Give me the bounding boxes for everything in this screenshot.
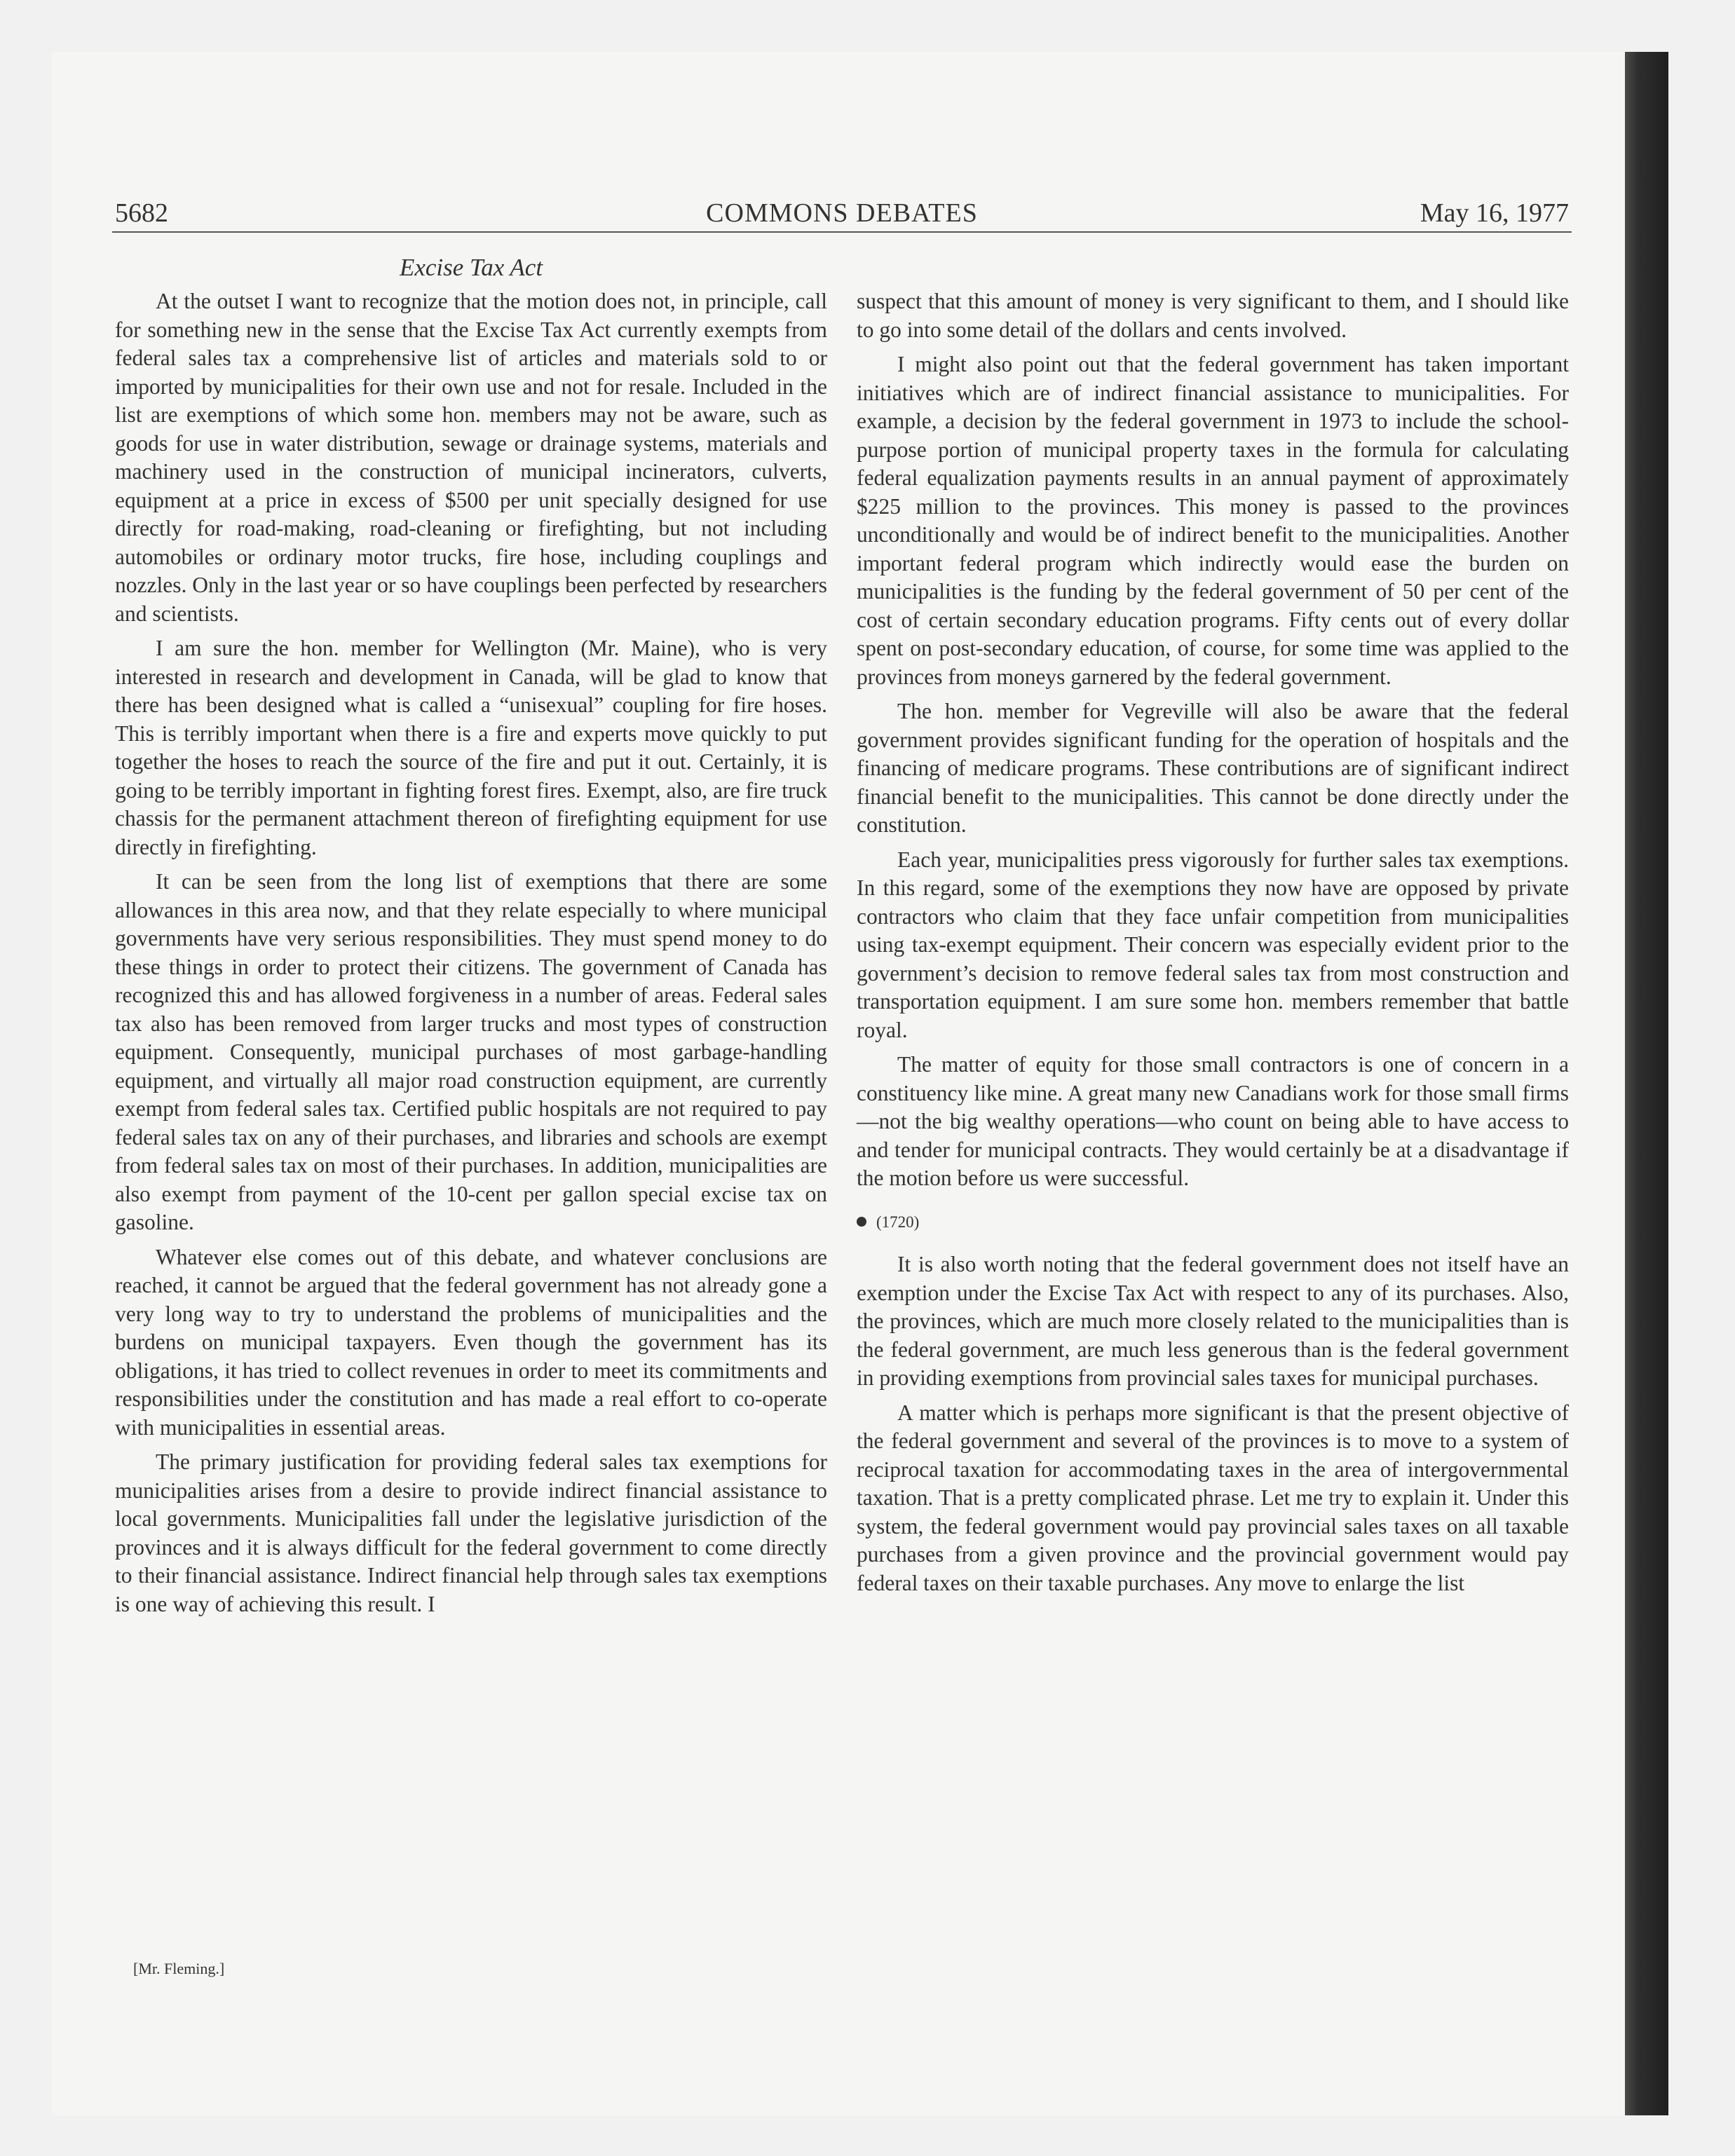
paragraph: A matter which is perhaps more significant is that the present objective of the federal government and several of the provinces is to move to a system of reciprocal taxation for accommodating taxes in the area of intergovernmental taxation. That is a pretty complicated phrase. Let me try to explain it. Under this system, the federal government would pay provincial sales taxes on all taxable purchases from a given province and the provincial government would pay federal taxes on their taxable purchases. Any move to enlarge the list xyxy=(857,1400,1569,1595)
speaker-attribution: [Mr. Fleming.] xyxy=(133,1960,225,1977)
paragraph: At the outset I want to recognize that the motion does not, in principle, call for something new in the sense that the Excise Tax Act currently exempts from federal sales tax a comprehensive list of articles and materials sold to or imported by municipalities for their own use and not for resale. Included in the list are exemptions of which some hon. members may not be aware, such as goods for use in water distribution, sewage or drainage systems, materials and machinery used in the construction of municipal incinerators, culverts, equipment at a price in excess of $500 per unit specially designed for use directly for road-making, road-cleaning or firefighting, but not including automobiles or ordinary motor trucks, fire hose, including couplings and nozzles. Only in the last year or so have couplings been perfected by researchers and scientists. xyxy=(115,289,827,626)
section-title: Excise Tax Act xyxy=(399,254,543,281)
page-edge-shadow xyxy=(1625,52,1668,2115)
running-header xyxy=(115,198,1569,233)
paragraph: The hon. member for Vegreville will also be aware that the federal government provides significant funding for the operation of hospitals and the financing of medicare programs. These contributions are of significant indirect financial benefit to the municipalities. This cannot be done directly under the constitution. xyxy=(857,699,1569,837)
time-marker xyxy=(857,1208,1569,1237)
paragraph: It can be seen from the long list of exemptions that there are some allowances in this area now, and that they relate especially to where municipal governments have very serious responsibilities. They must spend money to do these things in order to protect their citizens. The government of Canada has recognized this and has allowed forgiveness in a number of areas. Federal sales tax also has been removed from larger trucks and most types of construction equipment. Consequently, municipal purchases of most garbage-handling equipment, and virtually all major road construction equipment, are currently exempt from federal sales tax. Certified public hospitals are not required to pay federal sales tax on any of their purchases, and libraries and schools are exempt from federal sales tax on most of their purchases. In addition, municipalities are also exempt from payment of the 10-cent per gallon special excise tax on gasoline. xyxy=(115,869,827,1234)
paragraph: Whatever else comes out of this debate, and whatever conclusions are reached, it cannot be argued that the federal government has not already gone a very long way to try to understand the problems of municipalities and the burdens on municipal taxpayers. Even though the government has its obligations, it has tried to collect revenues in order to meet its commitments and responsibilities under the constitution and has made a real effort to co-operate with municipalities in essential areas. xyxy=(115,1244,827,1440)
issue-date: May 16, 1977 xyxy=(1420,198,1569,228)
paragraph: I might also point out that the federal government has taken important initiatives which are of indirect financial assistance to municipalities. For example, a decision by the federal government in 1973 to include the school-purpose portion of municipal property taxes in the formula for calculating federal equalization payments results in an annual payment of approximately $225 million to the provinces. This money is passed to the provinces unconditionally and would be of indirect benefit to the municipalities. Another important federal program which indirectly would ease the burden on municipalities is the funding by the federal government of 50 per cent of the cost of certain secondary education programs. Fifty cents out of every dollar spent on post-secondary education, of course, for some time was applied to the provinces from moneys garnered by the federal government. xyxy=(857,352,1569,689)
header-rule xyxy=(112,231,1572,233)
time-marker-label: (1720) xyxy=(876,1213,920,1231)
paragraph: I am sure the hon. member for Wellington (Mr. Maine), who is very interested in research and development in Canada, will be glad to know that there has been designed what is called a “unisexual” coupling for fire hoses. This is terribly important when there is a fire and experts move quickly to put together the hoses to reach the source of the fire and put it out. Certainly, it is going to be terribly important in fighting forest fires. Exempt, also, are fire truck chassis for the permanent attachment thereon of firefighting equipment for use directly in firefighting. xyxy=(115,636,827,859)
journal-title: COMMONS DEBATES xyxy=(706,198,978,228)
left-column xyxy=(115,287,827,1625)
paragraph: Each year, municipalities press vigorously for further sales tax exemptions. In this regard, some of the exemptions they now have are opposed by private contractors who claim that they face unfair competition from municipalities using tax-exempt equipment. Their concern was especially evident prior to the government’s decision to remove federal sales tax from most construction and transportation equipment. I am sure some hon. members remember that battle royal. xyxy=(857,847,1569,1042)
paragraph: The primary justification for providing federal sales tax exemptions for municipalities arises from a desire to provide indirect financial assistance to local governments. Municipalities fall under the legislative jurisdiction of the provinces and it is always difficult for the federal government to come directly to their financial assistance. Indirect financial help through sales tax exemptions is one way of achieving this result. I xyxy=(115,1449,827,1616)
paragraph: The matter of equity for those small contractors is one of concern in a constituency like mine. A great many new Canadians work for those small firms—not the big wealthy operations—who count on being able to have access to and tender for municipal contracts. They would certainly be at a disadvantage if the motion before us were successful. xyxy=(857,1052,1569,1190)
right-column xyxy=(857,287,1569,1604)
bullet-icon xyxy=(857,1217,866,1227)
paragraph: It is also worth noting that the federal government does not itself have an exemption under the Excise Tax Act with respect to any of its purchases. Also, the provinces, which are much more closely related to the municipalities than is the federal government, are much less generous than is the federal government in providing exemptions from provincial sales taxes for municipal purchases. xyxy=(857,1252,1569,1390)
paragraph-continued: suspect that this amount of money is very significant to them, and I should like to go into some detail of the dollars and cents involved. xyxy=(857,289,1569,342)
page-number: 5682 xyxy=(115,198,168,228)
